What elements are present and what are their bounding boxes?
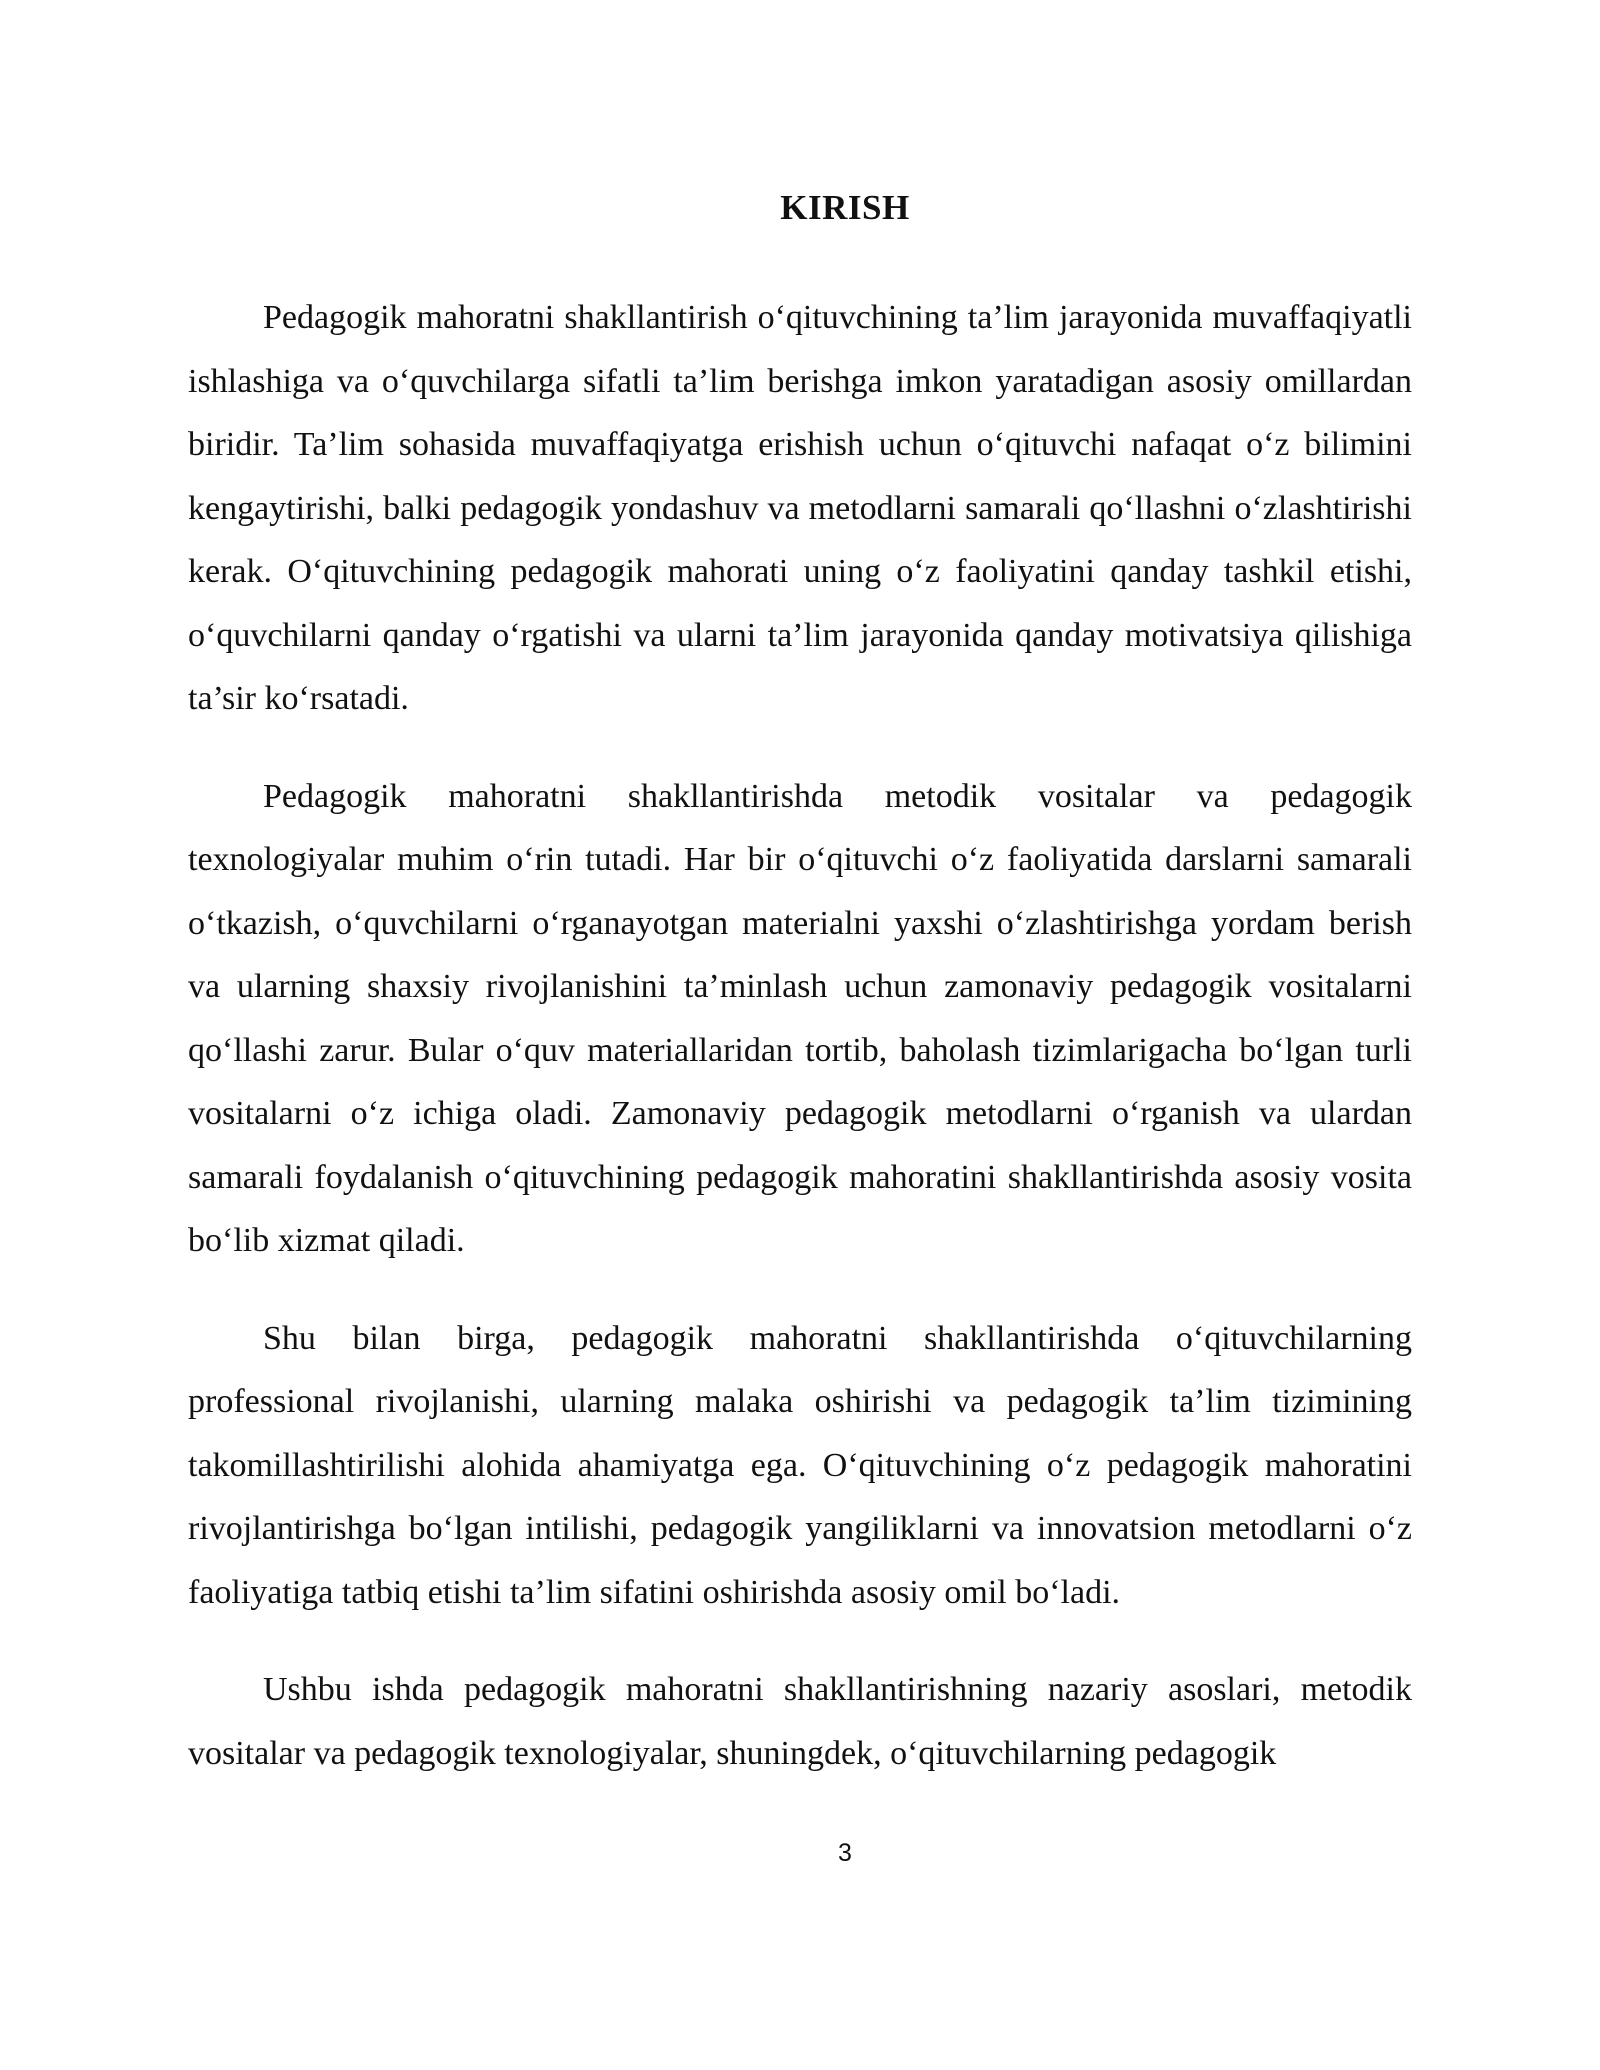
paragraph-3: Shu bilan birga, pedagogik mahoratni shakllantirishda o‘qituvchilarning professional rivojlanishi, ularning malaka oshirishi va pedagogik ta’lim tizimining takomillashtirilishi alohida ahamiyatga ega. O‘qituvchining o‘z pedagogik mahoratini rivojlantirishga bo‘lgan intilishi, pedagogik yangiliklarni va innovatsion metodlarni o‘z faoliyatiga tatbiq etishi ta’lim sifatini oshirishda asosiy omil bo‘ladi. (188, 1319, 1412, 1611)
page-number: 3 (838, 1839, 852, 1867)
body-text (188, 286, 1412, 1819)
paragraph-2: Pedagogik mahoratni shakllantirishda metodik vositalar va pedagogik texnologiyalar muhim o‘rin tutadi. Har bir o‘qituvchi o‘z faoliyatida darslarni samarali o‘tkazish, o‘quvchilarni o‘rganayotgan materialni yaxshi o‘zlashtirishga yordam berish va ularning shaxsiy rivojlanishini ta’minlash uchun zamonaviy pedagogik vositalarni qo‘llashi zarur. Bular o‘quv materiallaridan tortib, baholash tizimlarigacha bo‘lgan turli vositalarni o‘z ichiga oladi. Zamonaviy pedagogik metodlarni o‘rganish va ulardan samarali foydalanish o‘qituvchining pedagogik mahoratini shakllantirishda asosiy vosita bo‘lib xizmat qiladi. (188, 777, 1412, 1259)
paragraph-1: Pedagogik mahoratni shakllantirish o‘qituvchining ta’lim jarayonida muvaffaqiyatli ishlashiga va o‘quvchilarga sifatli ta’lim berishga imkon yaratadigan asosiy omillardan biridir. Ta’lim sohasida muvaffaqiyatga erishish uchun o‘qituvchi nafaqat o‘z bilimini kengaytirishi, balki pedagogik yondashuv va metodlarni samarali qo‘llashni o‘zlashtirishi kerak. O‘qituvchining pedagogik mahorati uning o‘z faoliyatini qanday tashkil etishi, o‘quvchilarni qanday o‘rgatishi va ularni ta’lim jarayonida qanday motivatsiya qilishiga ta’sir ko‘rsatadi. (188, 299, 1412, 717)
paragraph-4: Ushbu ishda pedagogik mahoratni shakllantirishning nazariy asoslari, metodik vositalar va pedagogik texnologiyalar, shuningdek, o‘qituvchilarning pedagogik (188, 1671, 1412, 1772)
page-title: KIRISH (780, 188, 910, 227)
